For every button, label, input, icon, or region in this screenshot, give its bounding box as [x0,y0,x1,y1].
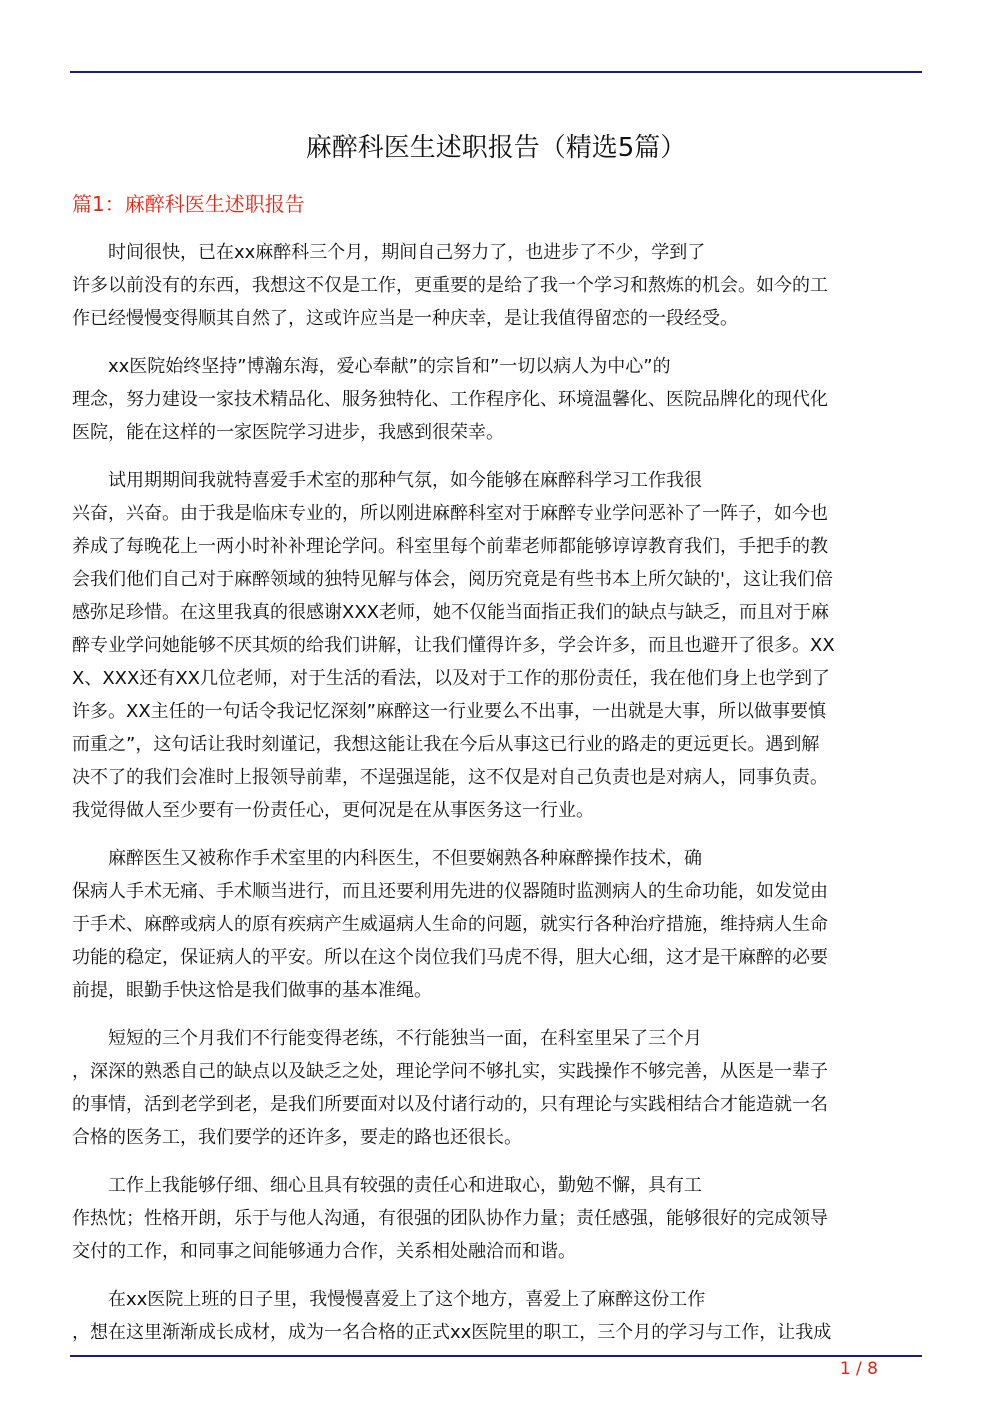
paragraph-line: ，想在这里渐渐成长成材，成为一名合格的正式xx医院里的职工，三个月的学习与工作，让我成 [72,1322,832,1343]
paragraph-line: 理念，努力建设一家技术精品化、服务独特化、工作程序化、环境温馨化、医院品牌化的现代化 [72,389,828,410]
paragraph [72,350,918,449]
header-rule [70,71,922,73]
footer-rule [70,1355,922,1357]
page-number: 1 / 8 [839,1359,878,1379]
paragraph-line: 作已经慢慢变得顺其自然了，这或许应当是一种庆幸，是让我值得留恋的一段经受。 [72,308,738,329]
paragraph-line: 会我们他们自己对于麻醉领域的独特见解与体会，阅历究竟是有些书本上所欠缺的'，这让我们倍 [72,569,833,590]
paragraph-line: 合格的医务工，我们要学的还许多，要走的路也还很长。 [72,1127,522,1148]
paragraph-line: ，深深的熟悉自己的缺点以及缺乏之处，理论学问不够扎实，实践操作不够完善，从医是一辈子 [72,1061,828,1082]
paragraph-line: 决不了的我们会准时上报领导前辈，不逞强逞能，这不仅是对自己负责也是对病人，同事负责。 [72,767,828,788]
paragraph-line: 许多以前没有的东西，我想这不仅是工作，更重要的是给了我一个学习和熬炼的机会。如今的工 [72,275,828,296]
paragraph-line: 感弥足珍惜。在这里我真的很感谢XXX老师，她不仅能当面指正我们的缺点与缺乏，而且对于麻 [72,602,829,623]
paragraph-line: 试用期期间我就特喜爱手术室的那种气氛，如今能够在麻醉科学习工作我很 [108,470,702,491]
paragraph-line: 作热忱；性格开朗，乐于与他人沟通，有很强的团队协作力量；责任感强，能够很好的完成领导 [72,1208,828,1229]
paragraph-line: 在xx医院上班的日子里，我慢慢喜爱上了这个地方，喜爱上了麻醉这份工作 [108,1289,706,1310]
document-body [72,236,918,1364]
document-title: 麻醉科医生述职报告（精选5篇） [305,133,687,163]
paragraph [72,464,918,827]
paragraph-line: 麻醉医生又被称作手术室里的内科医生，不但要娴熟各种麻醉操作技术，确 [108,848,702,869]
paragraph-line: 时间很快，已在xx麻醉科三个月，期间自己努力了，也进步了不少，学到了 [108,242,706,263]
paragraph-line: 保病人手术无痛、手术顺当进行，而且还要利用先进的仪器随时监测病人的生命功能，如发觉由 [72,881,828,902]
paragraph-line: 于手术、麻醉或病人的原有疾病产生威逼病人生命的问题，就实行各种治疗措施，维持病人生命 [72,914,828,935]
paragraph [72,1283,918,1349]
section-heading: 篇1：麻醉科医生述职报告 [72,192,305,216]
paragraph-line: xx医院始终坚持”博瀚东海，爱心奉献”的宗旨和”一切以病人为中心”的 [108,356,671,377]
paragraph-line: 许多。XX主任的一句话令我记忆深刻”麻醉这一行业要么不出事，一出就是大事，所以做事要慎 [72,701,826,722]
paragraph-line: 短短的三个月我们不行能变得老练，不行能独当一面，在科室里呆了三个月 [108,1028,702,1049]
paragraph [72,1022,918,1154]
paragraph-line: 前提，眼勤手快这恰是我们做事的基本准绳。 [72,980,432,1001]
paragraph-line: X、XXX还有XX几位老师，对于生活的看法，以及对于工作的那份责任，我在他们身上也学到了 [72,668,830,689]
paragraph-line: 兴奋，兴奋。由于我是临床专业的，所以刚进麻醉科室对于麻醉专业学问恶补了一阵子，如今也 [72,503,828,524]
paragraph-line: 而重之”，这句话让我时刻谨记，我想这能让我在今后从事这已行业的路走的更远更长。遇到解 [72,734,820,755]
paragraph-line: 工作上我能够仔细、细心且具有较强的责任心和进取心，勤勉不懈，具有工 [108,1175,702,1196]
paragraph [72,1169,918,1268]
paragraph-line: 我觉得做人至少要有一份责任心，更何况是在从事医务这一行业。 [72,800,594,821]
paragraph-line: 功能的稳定，保证病人的平安。所以在这个岗位我们马虎不得，胆大心细，这才是干麻醉的必要 [72,947,828,968]
paragraph-line: 醉专业学问她能够不厌其烦的给我们讲解，让我们懂得许多，学会许多，而且也避开了很多。XX [72,635,835,656]
paragraph-line: 的事情，活到老学到老，是我们所要面对以及付诸行动的，只有理论与实践相结合才能造就一名 [72,1094,828,1115]
paragraph [72,236,918,335]
paragraph [72,842,918,1007]
paragraph-line: 养成了每晚花上一两小时补补理论学问。科室里每个前辈老师都能够谆谆教育我们，手把手的教 [72,536,828,557]
paragraph-line: 交付的工作，和同事之间能够通力合作，关系相处融洽而和谐。 [72,1241,576,1262]
paragraph-line: 医院，能在这样的一家医院学习进步，我感到很荣幸。 [72,422,504,443]
